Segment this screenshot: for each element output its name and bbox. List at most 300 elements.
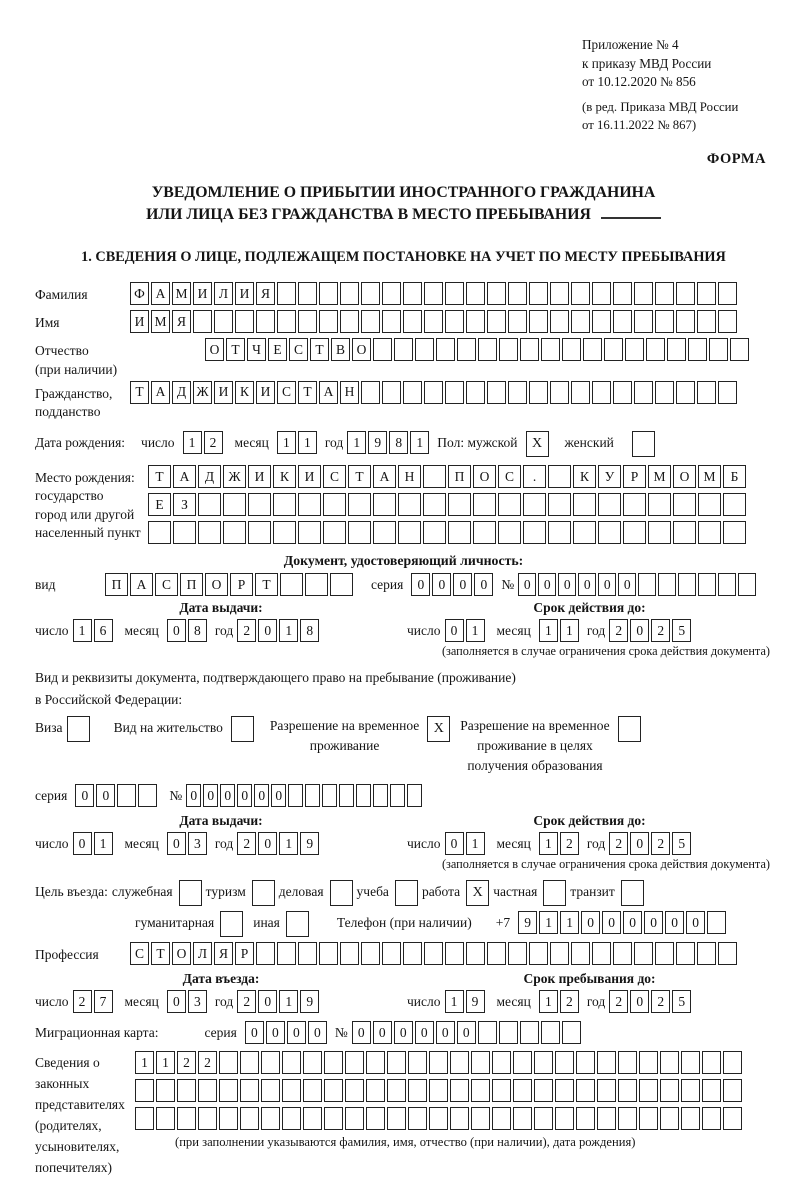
char-cell[interactable] (324, 1079, 343, 1102)
char-cell[interactable] (676, 942, 695, 965)
char-cell[interactable] (457, 338, 476, 361)
char-cell[interactable] (471, 1079, 490, 1102)
char-cell[interactable] (678, 573, 696, 596)
char-cell[interactable] (282, 1051, 301, 1074)
char-cell[interactable] (135, 1079, 154, 1102)
char-cell[interactable] (513, 1079, 532, 1102)
char-cell[interactable] (529, 310, 548, 333)
char-cell[interactable]: Р (230, 573, 253, 596)
char-cell[interactable]: 0 (630, 619, 649, 642)
char-cell[interactable] (324, 1107, 343, 1130)
char-cell[interactable] (498, 493, 521, 516)
char-cell[interactable]: 0 (453, 573, 472, 596)
char-cell[interactable]: 0 (598, 573, 616, 596)
purpose-private-checkbox[interactable] (543, 880, 566, 906)
char-cell[interactable] (390, 784, 405, 807)
char-cell[interactable] (555, 1079, 574, 1102)
char-cell[interactable] (450, 1079, 469, 1102)
char-cell[interactable] (403, 942, 422, 965)
char-cell[interactable] (398, 521, 421, 544)
char-cell[interactable] (529, 381, 548, 404)
char-cell[interactable]: Т (310, 338, 329, 361)
char-cell[interactable]: С (289, 338, 308, 361)
char-cell[interactable] (387, 1107, 406, 1130)
char-cell[interactable] (219, 1079, 238, 1102)
char-cell[interactable]: 0 (644, 911, 663, 934)
char-cell[interactable] (492, 1079, 511, 1102)
char-cell[interactable] (305, 784, 320, 807)
char-cell[interactable]: 1 (539, 619, 558, 642)
char-cell[interactable] (273, 493, 296, 516)
char-cell[interactable] (382, 282, 401, 305)
char-cell[interactable] (298, 310, 317, 333)
char-cell[interactable]: 1 (156, 1051, 175, 1074)
char-cell[interactable]: 0 (373, 1021, 392, 1044)
sex-female-checkbox[interactable] (632, 431, 655, 457)
char-cell[interactable]: 0 (167, 619, 186, 642)
char-cell[interactable] (273, 521, 296, 544)
purpose-tourism-checkbox[interactable] (252, 880, 275, 906)
char-cell[interactable] (667, 338, 686, 361)
char-cell[interactable]: 1 (279, 990, 298, 1013)
char-cell[interactable]: 0 (167, 832, 186, 855)
char-cell[interactable] (319, 942, 338, 965)
char-cell[interactable] (282, 1107, 301, 1130)
char-cell[interactable] (676, 310, 695, 333)
char-cell[interactable] (613, 310, 632, 333)
char-cell[interactable] (718, 573, 736, 596)
char-cell[interactable] (382, 381, 401, 404)
char-cell[interactable]: 0 (538, 573, 556, 596)
char-cell[interactable] (450, 1107, 469, 1130)
char-cell[interactable] (448, 493, 471, 516)
char-cell[interactable] (330, 573, 353, 596)
char-cell[interactable]: 2 (198, 1051, 217, 1074)
char-cell[interactable] (634, 942, 653, 965)
char-cell[interactable]: 1 (73, 619, 92, 642)
char-cell[interactable] (156, 1107, 175, 1130)
char-cell[interactable]: 0 (436, 1021, 455, 1044)
char-cell[interactable] (429, 1051, 448, 1074)
char-cell[interactable]: 0 (258, 832, 277, 855)
char-cell[interactable] (508, 942, 527, 965)
char-cell[interactable] (445, 282, 464, 305)
char-cell[interactable] (261, 1107, 280, 1130)
char-cell[interactable]: С (130, 942, 149, 965)
char-cell[interactable]: Л (214, 282, 233, 305)
char-cell[interactable]: 0 (287, 1021, 306, 1044)
char-cell[interactable] (223, 521, 246, 544)
char-cell[interactable]: 0 (411, 573, 430, 596)
char-cell[interactable]: 0 (186, 784, 201, 807)
char-cell[interactable]: И (214, 381, 233, 404)
char-cell[interactable]: 1 (183, 431, 202, 454)
char-cell[interactable]: 0 (665, 911, 684, 934)
char-cell[interactable]: П (448, 465, 471, 488)
char-cell[interactable] (697, 942, 716, 965)
char-cell[interactable] (487, 381, 506, 404)
char-cell[interactable] (723, 1107, 742, 1130)
char-cell[interactable] (660, 1079, 679, 1102)
char-cell[interactable] (676, 282, 695, 305)
char-cell[interactable]: 0 (258, 619, 277, 642)
char-cell[interactable]: 0 (602, 911, 621, 934)
char-cell[interactable] (361, 381, 380, 404)
char-cell[interactable] (648, 521, 671, 544)
char-cell[interactable]: М (151, 310, 170, 333)
char-cell[interactable]: 2 (651, 990, 670, 1013)
char-cell[interactable]: 0 (518, 573, 536, 596)
char-cell[interactable]: И (256, 381, 275, 404)
char-cell[interactable] (499, 338, 518, 361)
char-cell[interactable]: 0 (308, 1021, 327, 1044)
char-cell[interactable]: 2 (609, 619, 628, 642)
temp-residence-checkbox[interactable]: X (427, 716, 450, 742)
char-cell[interactable]: 0 (445, 619, 464, 642)
char-cell[interactable] (382, 942, 401, 965)
char-cell[interactable] (473, 493, 496, 516)
char-cell[interactable]: 0 (203, 784, 218, 807)
char-cell[interactable] (424, 381, 443, 404)
char-cell[interactable]: И (130, 310, 149, 333)
char-cell[interactable] (548, 521, 571, 544)
char-cell[interactable] (282, 1079, 301, 1102)
char-cell[interactable] (277, 942, 296, 965)
char-cell[interactable]: 0 (73, 832, 92, 855)
char-cell[interactable]: 0 (618, 573, 636, 596)
char-cell[interactable] (487, 282, 506, 305)
char-cell[interactable] (394, 338, 413, 361)
char-cell[interactable]: 5 (672, 619, 691, 642)
char-cell[interactable]: А (373, 465, 396, 488)
char-cell[interactable]: З (173, 493, 196, 516)
char-cell[interactable] (723, 1079, 742, 1102)
char-cell[interactable] (673, 521, 696, 544)
char-cell[interactable] (639, 1107, 658, 1130)
char-cell[interactable] (408, 1107, 427, 1130)
char-cell[interactable] (655, 942, 674, 965)
char-cell[interactable] (592, 310, 611, 333)
char-cell[interactable] (660, 1051, 679, 1074)
char-cell[interactable]: 0 (245, 1021, 264, 1044)
purpose-official-checkbox[interactable] (179, 880, 202, 906)
char-cell[interactable] (573, 521, 596, 544)
char-cell[interactable]: 1 (539, 911, 558, 934)
char-cell[interactable]: 9 (466, 990, 485, 1013)
char-cell[interactable] (613, 381, 632, 404)
char-cell[interactable]: 0 (237, 784, 252, 807)
char-cell[interactable] (323, 493, 346, 516)
char-cell[interactable] (361, 310, 380, 333)
char-cell[interactable]: 5 (672, 832, 691, 855)
char-cell[interactable] (534, 1107, 553, 1130)
char-cell[interactable]: К (573, 465, 596, 488)
char-cell[interactable] (702, 1079, 721, 1102)
char-cell[interactable] (323, 521, 346, 544)
char-cell[interactable] (529, 942, 548, 965)
char-cell[interactable] (634, 282, 653, 305)
char-cell[interactable]: 8 (188, 619, 207, 642)
char-cell[interactable]: Ж (193, 381, 212, 404)
char-cell[interactable] (571, 942, 590, 965)
char-cell[interactable] (698, 493, 721, 516)
char-cell[interactable]: 0 (623, 911, 642, 934)
char-cell[interactable] (348, 521, 371, 544)
char-cell[interactable] (303, 1079, 322, 1102)
char-cell[interactable]: В (331, 338, 350, 361)
char-cell[interactable] (471, 1107, 490, 1130)
char-cell[interactable]: А (151, 282, 170, 305)
char-cell[interactable]: О (673, 465, 696, 488)
char-cell[interactable]: К (235, 381, 254, 404)
char-cell[interactable] (366, 1107, 385, 1130)
char-cell[interactable] (723, 493, 746, 516)
char-cell[interactable]: 3 (188, 832, 207, 855)
purpose-transit-checkbox[interactable] (621, 880, 644, 906)
char-cell[interactable]: Н (398, 465, 421, 488)
char-cell[interactable]: Т (151, 942, 170, 965)
char-cell[interactable]: М (698, 465, 721, 488)
char-cell[interactable] (550, 942, 569, 965)
char-cell[interactable]: Т (255, 573, 278, 596)
char-cell[interactable] (408, 1079, 427, 1102)
char-cell[interactable] (305, 573, 328, 596)
char-cell[interactable]: Р (235, 942, 254, 965)
char-cell[interactable] (256, 310, 275, 333)
char-cell[interactable] (541, 338, 560, 361)
char-cell[interactable] (513, 1107, 532, 1130)
char-cell[interactable] (639, 1051, 658, 1074)
char-cell[interactable] (523, 521, 546, 544)
char-cell[interactable] (681, 1051, 700, 1074)
char-cell[interactable] (534, 1079, 553, 1102)
char-cell[interactable] (548, 493, 571, 516)
char-cell[interactable]: 2 (177, 1051, 196, 1074)
char-cell[interactable] (361, 282, 380, 305)
char-cell[interactable]: 0 (415, 1021, 434, 1044)
purpose-business-checkbox[interactable] (330, 880, 353, 906)
char-cell[interactable] (723, 521, 746, 544)
char-cell[interactable] (571, 310, 590, 333)
char-cell[interactable] (429, 1079, 448, 1102)
char-cell[interactable]: 2 (560, 832, 579, 855)
char-cell[interactable] (319, 282, 338, 305)
char-cell[interactable] (148, 521, 171, 544)
char-cell[interactable] (240, 1051, 259, 1074)
char-cell[interactable]: 2 (560, 990, 579, 1013)
char-cell[interactable]: И (248, 465, 271, 488)
char-cell[interactable]: Т (348, 465, 371, 488)
char-cell[interactable]: А (130, 573, 153, 596)
char-cell[interactable]: 0 (167, 990, 186, 1013)
char-cell[interactable] (534, 1051, 553, 1074)
char-cell[interactable]: 0 (75, 784, 94, 807)
char-cell[interactable] (618, 1079, 637, 1102)
char-cell[interactable] (288, 784, 303, 807)
char-cell[interactable] (198, 1107, 217, 1130)
char-cell[interactable] (387, 1079, 406, 1102)
char-cell[interactable]: 0 (457, 1021, 476, 1044)
char-cell[interactable]: Д (172, 381, 191, 404)
char-cell[interactable] (655, 282, 674, 305)
char-cell[interactable]: А (173, 465, 196, 488)
char-cell[interactable] (373, 521, 396, 544)
char-cell[interactable]: О (205, 573, 228, 596)
char-cell[interactable] (548, 465, 571, 488)
char-cell[interactable] (340, 282, 359, 305)
char-cell[interactable] (466, 381, 485, 404)
char-cell[interactable] (707, 911, 726, 934)
char-cell[interactable] (571, 381, 590, 404)
char-cell[interactable]: 1 (560, 911, 579, 934)
char-cell[interactable]: С (323, 465, 346, 488)
char-cell[interactable] (697, 381, 716, 404)
char-cell[interactable] (648, 493, 671, 516)
char-cell[interactable] (348, 493, 371, 516)
char-cell[interactable] (223, 493, 246, 516)
char-cell[interactable] (592, 381, 611, 404)
char-cell[interactable]: 0 (630, 832, 649, 855)
char-cell[interactable]: Т (148, 465, 171, 488)
char-cell[interactable]: 5 (672, 990, 691, 1013)
char-cell[interactable] (277, 282, 296, 305)
char-cell[interactable]: 2 (237, 990, 256, 1013)
char-cell[interactable]: 0 (558, 573, 576, 596)
char-cell[interactable]: Д (198, 465, 221, 488)
char-cell[interactable]: 0 (254, 784, 269, 807)
char-cell[interactable] (718, 381, 737, 404)
char-cell[interactable] (487, 310, 506, 333)
char-cell[interactable] (466, 310, 485, 333)
char-cell[interactable] (240, 1079, 259, 1102)
char-cell[interactable] (240, 1107, 259, 1130)
char-cell[interactable] (366, 1051, 385, 1074)
char-cell[interactable] (429, 1107, 448, 1130)
char-cell[interactable] (466, 282, 485, 305)
char-cell[interactable] (613, 942, 632, 965)
char-cell[interactable]: М (172, 282, 191, 305)
char-cell[interactable] (340, 942, 359, 965)
char-cell[interactable] (718, 282, 737, 305)
char-cell[interactable] (450, 1051, 469, 1074)
char-cell[interactable]: 0 (258, 990, 277, 1013)
char-cell[interactable]: Т (130, 381, 149, 404)
char-cell[interactable] (698, 521, 721, 544)
char-cell[interactable]: 8 (300, 619, 319, 642)
char-cell[interactable] (356, 784, 371, 807)
char-cell[interactable] (219, 1107, 238, 1130)
char-cell[interactable] (261, 1079, 280, 1102)
char-cell[interactable] (529, 282, 548, 305)
char-cell[interactable]: . (523, 465, 546, 488)
char-cell[interactable] (445, 381, 464, 404)
char-cell[interactable] (598, 521, 621, 544)
char-cell[interactable]: П (105, 573, 128, 596)
char-cell[interactable] (660, 1107, 679, 1130)
char-cell[interactable]: 1 (466, 832, 485, 855)
purpose-other-checkbox[interactable] (286, 911, 309, 937)
char-cell[interactable] (555, 1107, 574, 1130)
char-cell[interactable] (423, 521, 446, 544)
char-cell[interactable]: И (298, 465, 321, 488)
char-cell[interactable]: 1 (539, 990, 558, 1013)
char-cell[interactable] (423, 493, 446, 516)
char-cell[interactable] (541, 1021, 560, 1044)
char-cell[interactable] (473, 521, 496, 544)
char-cell[interactable]: К (273, 465, 296, 488)
char-cell[interactable]: 1 (279, 619, 298, 642)
char-cell[interactable]: 2 (609, 990, 628, 1013)
char-cell[interactable] (408, 1051, 427, 1074)
purpose-work-checkbox[interactable]: X (466, 880, 489, 906)
char-cell[interactable] (339, 784, 354, 807)
char-cell[interactable] (697, 282, 716, 305)
residence-permit-checkbox[interactable] (231, 716, 254, 742)
char-cell[interactable] (613, 282, 632, 305)
char-cell[interactable]: 9 (300, 990, 319, 1013)
char-cell[interactable]: Ф (130, 282, 149, 305)
char-cell[interactable] (436, 338, 455, 361)
char-cell[interactable] (550, 310, 569, 333)
char-cell[interactable] (198, 521, 221, 544)
char-cell[interactable]: 1 (539, 832, 558, 855)
char-cell[interactable]: 0 (96, 784, 115, 807)
char-cell[interactable]: Л (193, 942, 212, 965)
char-cell[interactable] (387, 1051, 406, 1074)
char-cell[interactable] (324, 1051, 343, 1074)
char-cell[interactable] (562, 1021, 581, 1044)
char-cell[interactable] (492, 1107, 511, 1130)
char-cell[interactable]: С (155, 573, 178, 596)
char-cell[interactable]: О (205, 338, 224, 361)
char-cell[interactable]: Е (148, 493, 171, 516)
char-cell[interactable] (592, 942, 611, 965)
char-cell[interactable]: 7 (94, 990, 113, 1013)
char-cell[interactable] (345, 1107, 364, 1130)
char-cell[interactable] (403, 381, 422, 404)
char-cell[interactable]: 2 (609, 832, 628, 855)
char-cell[interactable] (340, 310, 359, 333)
char-cell[interactable] (466, 942, 485, 965)
char-cell[interactable] (445, 942, 464, 965)
char-cell[interactable] (177, 1107, 196, 1130)
char-cell[interactable] (248, 521, 271, 544)
char-cell[interactable] (688, 338, 707, 361)
char-cell[interactable] (415, 338, 434, 361)
char-cell[interactable] (597, 1079, 616, 1102)
char-cell[interactable] (508, 381, 527, 404)
char-cell[interactable]: 6 (94, 619, 113, 642)
temp-residence-education-checkbox[interactable] (618, 716, 641, 742)
char-cell[interactable] (298, 282, 317, 305)
char-cell[interactable]: Т (298, 381, 317, 404)
char-cell[interactable]: 0 (266, 1021, 285, 1044)
char-cell[interactable] (718, 942, 737, 965)
char-cell[interactable] (638, 573, 656, 596)
char-cell[interactable] (718, 310, 737, 333)
char-cell[interactable] (303, 1107, 322, 1130)
char-cell[interactable] (576, 1079, 595, 1102)
char-cell[interactable]: 9 (368, 431, 387, 454)
char-cell[interactable]: И (193, 282, 212, 305)
char-cell[interactable]: 0 (220, 784, 235, 807)
char-cell[interactable]: 3 (188, 990, 207, 1013)
char-cell[interactable]: Я (172, 310, 191, 333)
char-cell[interactable]: 1 (279, 832, 298, 855)
char-cell[interactable]: 0 (630, 990, 649, 1013)
char-cell[interactable]: Р (623, 465, 646, 488)
char-cell[interactable] (177, 1079, 196, 1102)
